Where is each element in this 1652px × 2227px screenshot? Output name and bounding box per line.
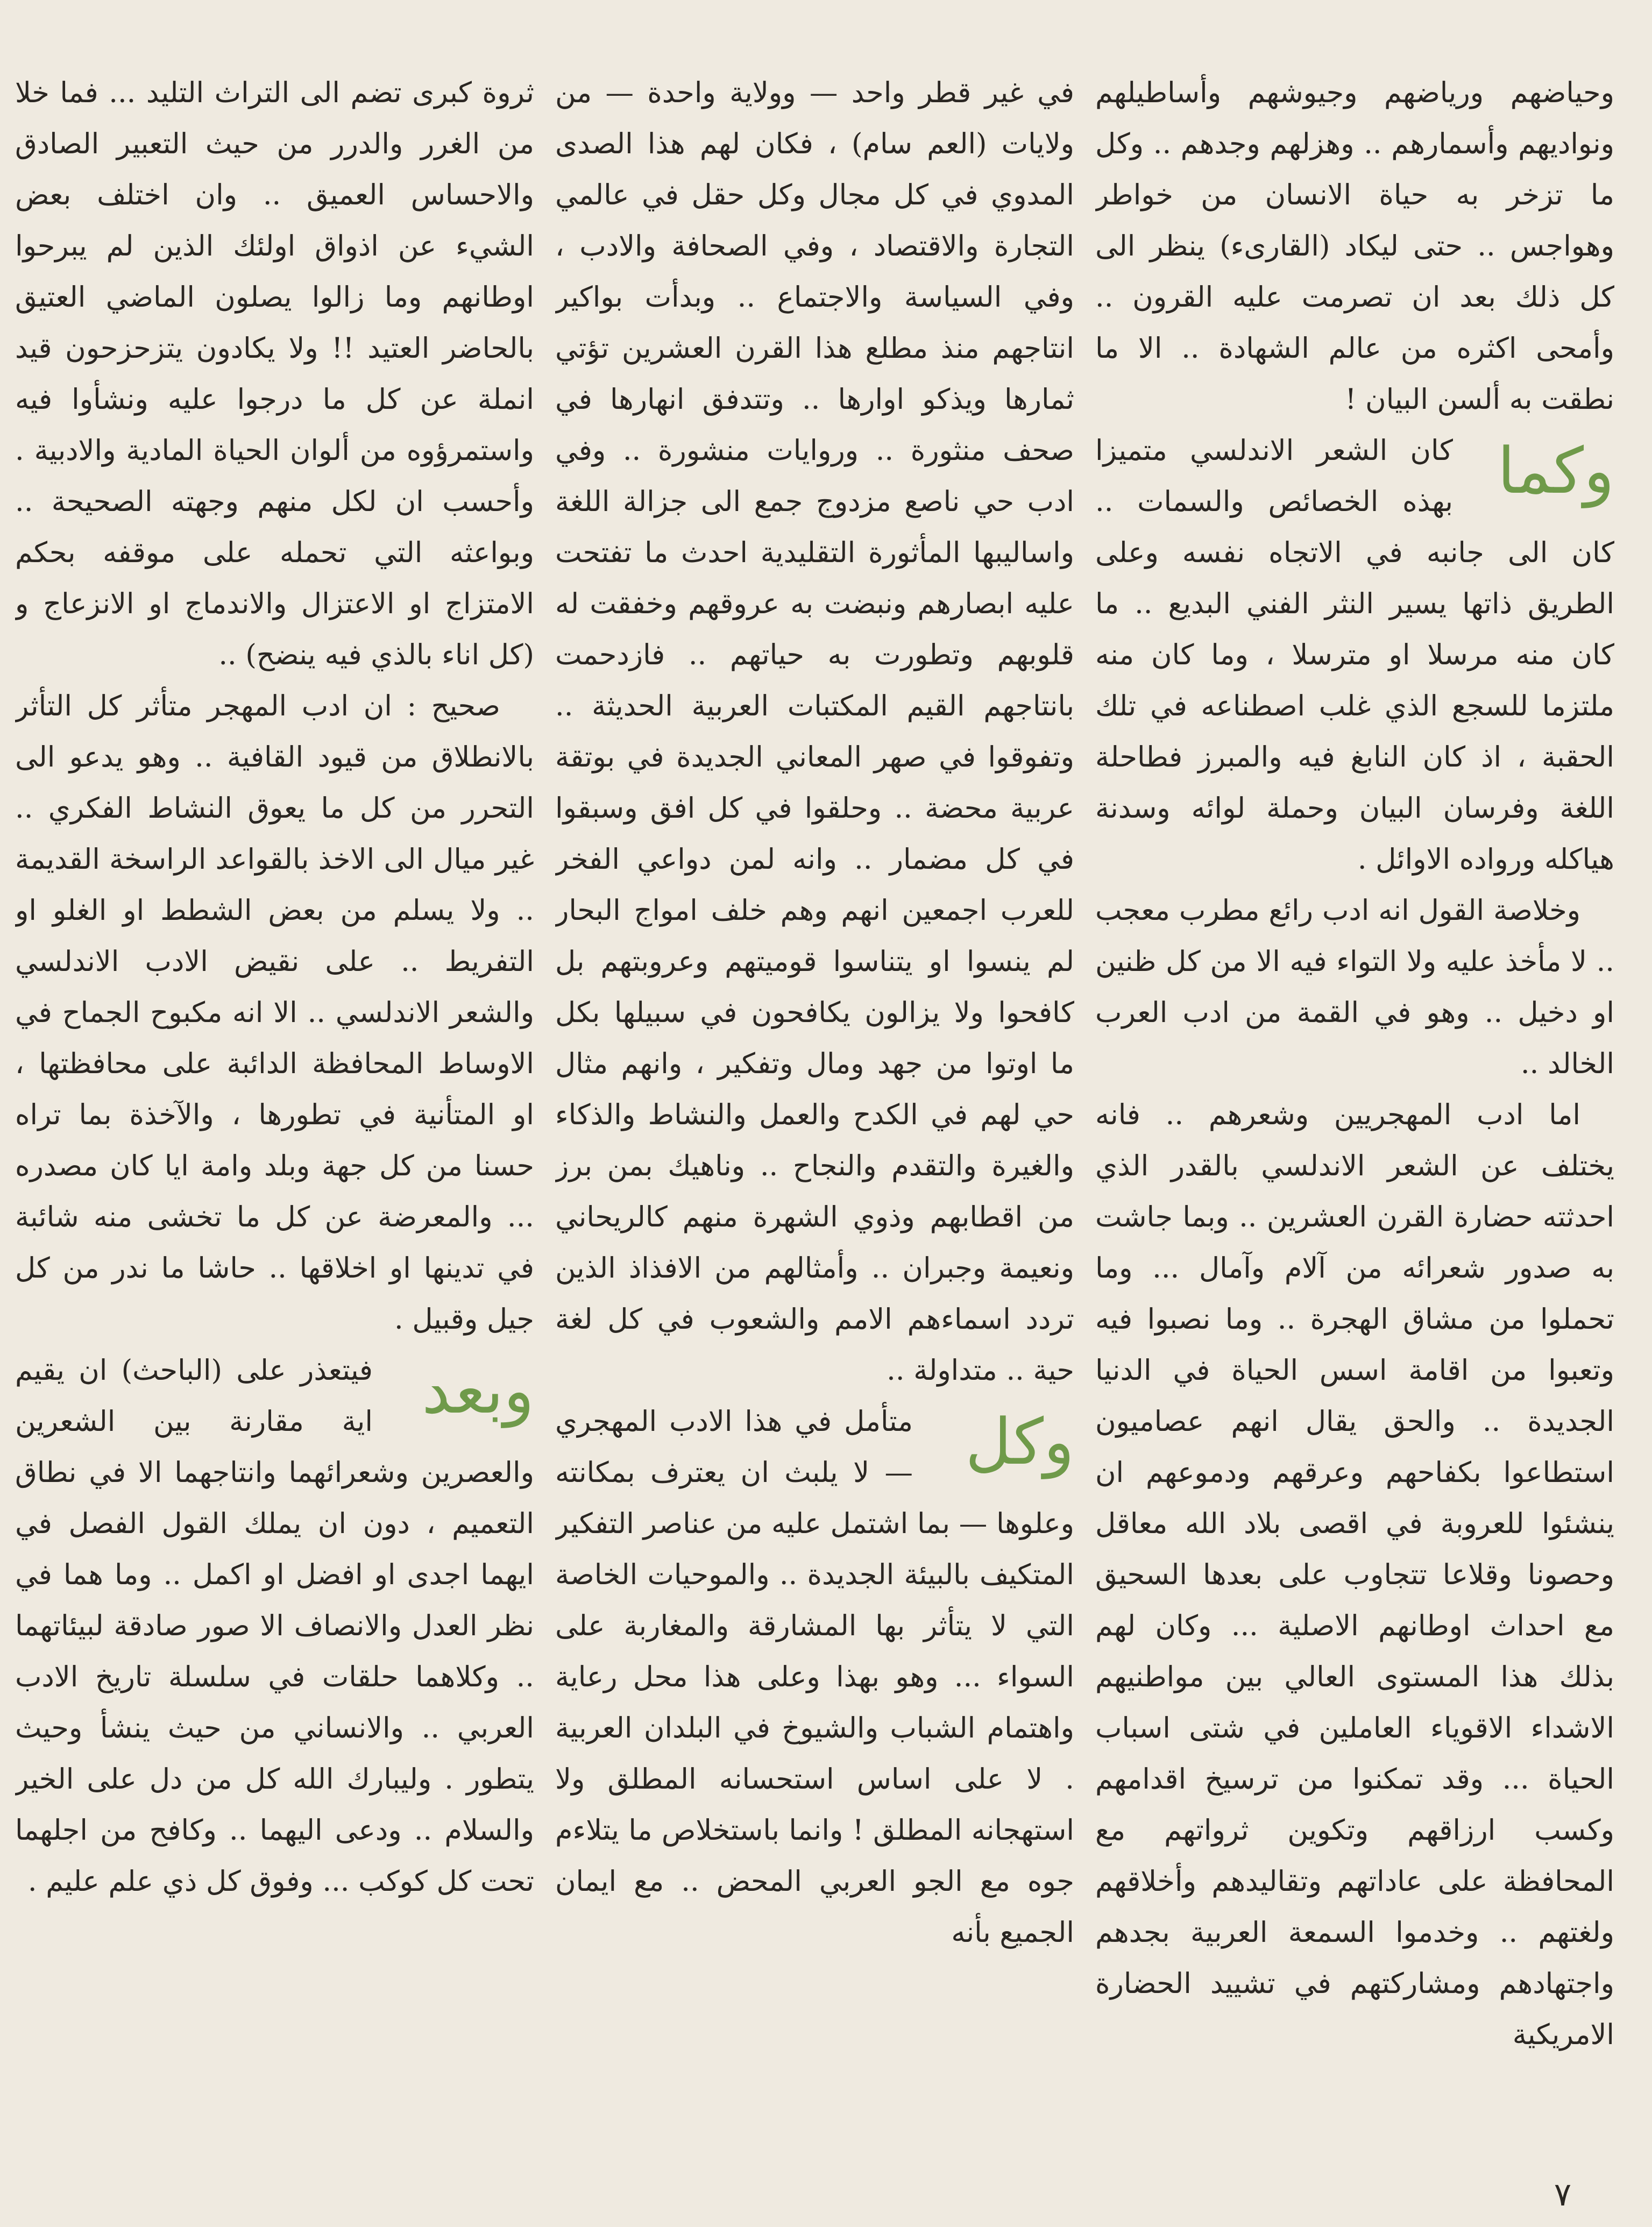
text-column-middle	[555, 67, 1074, 2144]
text-column-left	[15, 67, 534, 2144]
drop-cap-box	[1469, 428, 1614, 514]
paragraph: وحياضهم ورياضهم وجيوشهم وأساطيلهم ونواديهم وأسمارهم .. وهزلهم وجدهم .. وكل ما تزخر به حياة الانسان من خواطر وهواجس .. حتى ليكاد (القارىء) ينظر الى كل ذلك بعد ان تصرمت عليه القرون .. وأمحى اكثره من عالم الشهادة .. الا ما نطقت به ألسن البيان !	[1095, 76, 1614, 416]
paragraph-text: كان الشعر الاندلسي متميزا بهذه الخصائص والسمات .. كان الى جانبه في الاتجاه نفسه وعلى الطريق ذاتها يسير النثر الفني البديع .. ما كان منه مرسلا او مترسلا ، وما كان منه ملتزما للسجع الذي غلب اصطناعه في تلك الحقبة ، اذ كان النابغ فيه والمبرز فطاحلة اللغة وفرسان البيان وحملة لوائه وسدنة هياكله ورواده الاوائل .	[1095, 434, 1614, 876]
drop-cap: وكل	[965, 1405, 1074, 1479]
paragraph	[15, 1345, 534, 1907]
paragraph	[555, 1396, 1074, 1958]
paragraph: صحيح : ان ادب المهجر متأثر كل التأثر بالانطلاق من قيود القافية .. وهو يدعو الى التحرر من كل ما يعوق النشاط الفكري .. غير ميال الى الاخذ بالقواعد الراسخة القديمة .. ولا يسلم من بعض الشطط او الغلو او التفريط .. على نقيض الادب الاندلسي والشعر الاندلسي .. الا انه مكبوح الجماح في الاوساط المحافظة الدائبة على محافظتها ، او المتأنية في تطورها ، والآخذة بما تراه حسنا من كل جهة وبلد وامة ايا كان مصدره ... والمعرضة عن كل ما تخشى منه شائبة في تدينها او اخلاقها .. حاشا ما ندر من كل جيل وقبيل .	[15, 690, 534, 1336]
paragraph: اما ادب المهجريين وشعرهم .. فانه يختلف عن الشعر الاندلسي بالقدر الذي احدثته حضارة القرن العشرين .. وبما جاشت به صدور شعرائه من آلام وآمال ... وما تحملوا من مشاق الهجرة .. وما نصبوا فيه وتعبوا من اقامة اسس الحياة في الدنيا الجديدة .. والحق يقال انهم عصاميون استطاعوا بكفاحهم وعرقهم ودموعهم ان ينشئوا للعروبة في اقصى بلاد الله معاقل وحصونا وقلاعا تتجاوب على بعدها السحيق مع احداث اوطانهم الاصلية ... وكان لهم بذلك هذا المستوى العالي بين مواطنيهم الاشداء الاقوياء العاملين في شتى اسباب الحياة ... وقد تمكنوا من ترسيخ اقدامهم وكسب ارزاقهم وتكوين ثرواتهم مع المحافظة على عاداتهم وتقاليدهم وأخلاقهم ولغتهم .. وخدموا السمعة العربية بجدهم واجتهادهم ومشاركتهم في تشييد الحضارة الامريكية	[1095, 1098, 1614, 2051]
drop-cap: وكما	[1497, 434, 1614, 508]
text-column-right	[1095, 67, 1614, 2144]
drop-cap-box	[389, 1348, 534, 1434]
paragraph: ثروة كبرى تضم الى التراث التليد ... فما خلا من الغرر والدرر من حيث التعبير الصادق والاحساس العميق .. وان اختلف بعض الشيء عن اذواق اولئك الذين لم يبرحوا اوطانهم وما زالوا يصلون الماضي العتيق بالحاضر العتيد !! ولا يكادون يتزحزحون قيد انملة عن كل ما درجوا عليه ونشأوا فيه واستمرؤوه من ألوان الحياة المادية والادبية . وأحسب ان لكل منهم وجهته الصحيحة .. وبواعثه التي تحمله على موقفه بحكم الامتزاج او الاعتزال والاندماج او الانزعاج و (كل اناء بالذي فيه ينضح) ..	[15, 76, 534, 671]
paragraph: وخلاصة القول انه ادب رائع مطرب معجب .. لا مأخذ عليه ولا التواء فيه الا من كل ظنين او دخيل .. وهو في القمة من ادب العرب الخالد ..	[1095, 894, 1614, 1080]
drop-cap-box	[929, 1399, 1074, 1485]
drop-cap: وبعد	[422, 1353, 534, 1428]
paragraph	[1095, 425, 1614, 885]
paragraph-text: متأمل في هذا الادب المهجري — لا يلبث ان يعترف بمكانته وعلوها — بما اشتمل عليه من عناصر التفكير المتكيف بالبيئة الجديدة .. والموحيات الخاصة التي لا يتأثر بها المشارقة والمغاربة على السواء ... وهو بهذا وعلى هذا محل رعاية واهتمام الشباب والشيوخ في البلدان العربية . لا على اساس استحسانه المطلق ولا استهجانه المطلق ! وانما باستخلاص ما يتلاءم جوه مع الجو العربي المحض .. مع ايمان الجميع بأنه	[555, 1405, 1074, 1949]
paragraph-text: فيتعذر على (الباحث) ان يقيم اية مقارنة بين الشعرين والعصرين وشعرائهما وانتاجهما الا في نطاق التعميم ، دون ان يملك القول الفصل في ايهما اجدى او افضل او اكمل .. وما هما في نظر العدل والانصاف الا صور صادقة لبيئاتهما .. وكلاهما حلقات في سلسلة تاريخ الادب العربي .. والانساني من حيث ينشأ وحيث يتطور . وليبارك الله كل من دل على الخير والسلام .. ودعى اليهما .. وكافح من اجلهما تحت كل كوكب ... وفوق كل ذي علم عليم .	[15, 1354, 534, 1898]
paragraph: في غير قطر واحد — وولاية واحدة — من ولايات (العم سام) ، فكان لهم هذا الصدى المدوي في كل مجال وكل حقل في عالمي التجارة والاقتصاد ، وفي الصحافة والادب ، وفي السياسة والاجتماع .. وبدأت بواكير انتاجهم منذ مطلع هذا القرن العشرين تؤتي ثمارها ويذكو اوارها .. وتتدفق انهارها في صحف منثورة .. وروايات منشورة .. وفي ادب حي ناصع مزدوج جمع الى جزالة اللغة واساليبها المأثورة التقليدية احدث ما تفتحت عليه ابصارهم ونبضت به عروقهم وخفقت له قلوبهم وتطورت به حياتهم .. فازدحمت بانتاجهم القيم المكتبات العربية الحديثة .. وتفوقوا في صهر المعاني الجديدة في بوتقة عربية محضة .. وحلقوا في كل افق وسبقوا في كل مضمار .. وانه لمن دواعي الفخر للعرب اجمعين انهم وهم خلف امواج البحار لم ينسوا او يتناسوا قوميتهم وعروبتهم بل كافحوا ولا يزالون يكافحون في سبيلها بكل ما اوتوا من جهد ومال وتفكير ، وانهم مثال حي لهم في الكدح والعمل والنشاط والذكاء والغيرة والتقدم والنجاح .. وناهيك بمن برز من اقطابهم وذوي الشهرة منهم كالريحاني ونعيمة وجبران .. وأمثالهم من الافذاذ الذين تردد اسماءهم الامم والشعوب في كل لغة حية .. متداولة ..	[555, 76, 1074, 1387]
page-number: ٧	[1554, 2176, 1572, 2214]
